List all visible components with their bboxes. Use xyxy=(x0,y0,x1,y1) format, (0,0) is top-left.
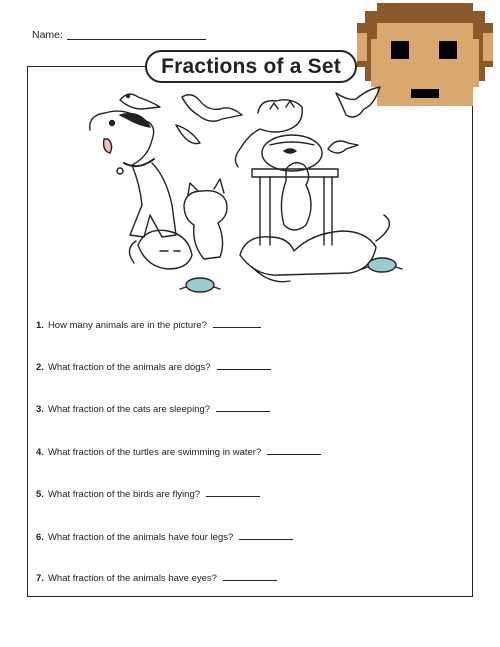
dog-left-drawing xyxy=(90,111,176,237)
dog-lying-drawing xyxy=(240,215,389,282)
answer-blank[interactable] xyxy=(267,454,321,455)
bird-perched-drawing xyxy=(120,94,160,109)
answer-blank[interactable] xyxy=(217,369,271,370)
bird-flying-right-drawing xyxy=(336,87,380,117)
answer-blank[interactable] xyxy=(216,411,270,412)
question-text: How many animals are in the picture? xyxy=(47,320,207,331)
bird-right-drawing xyxy=(328,141,358,153)
question-text: What fraction of the animals have four legs? xyxy=(47,532,234,543)
question-number: 2. xyxy=(36,362,44,373)
question-3 xyxy=(36,404,270,415)
name-line[interactable] xyxy=(67,39,206,40)
question-text: What fraction of the animals have eyes? xyxy=(47,573,217,584)
question-number: 4. xyxy=(36,447,44,458)
question-text: What fraction of the cats are sleeping? xyxy=(47,404,211,415)
question-number: 5. xyxy=(36,489,44,500)
question-4 xyxy=(36,447,321,458)
fishbowl-drawing xyxy=(262,135,322,171)
cat-climbing-drawing xyxy=(281,163,311,230)
bird-flying-drawing xyxy=(176,95,242,144)
answer-blank[interactable] xyxy=(206,496,260,497)
name-label: Name: xyxy=(32,29,63,41)
animals-illustration xyxy=(80,85,410,300)
name-row xyxy=(32,29,63,41)
cat-sitting-drawing xyxy=(184,179,227,259)
question-2 xyxy=(36,362,271,373)
turtle-right-drawing xyxy=(362,258,402,272)
question-1 xyxy=(36,320,261,331)
cat-top-drawing xyxy=(235,100,302,167)
title-pill xyxy=(145,50,357,83)
question-number: 1. xyxy=(36,320,44,331)
question-text: What fraction of the turtles are swimming in water? xyxy=(47,447,262,458)
answer-blank[interactable] xyxy=(239,539,293,540)
question-number: 3. xyxy=(36,404,44,415)
question-text: What fraction of the animals are dogs? xyxy=(47,362,211,373)
question-number: 7. xyxy=(36,573,44,584)
answer-blank[interactable] xyxy=(223,580,277,581)
question-6 xyxy=(36,532,293,543)
page-title: Fractions of a Set xyxy=(161,54,341,78)
question-number: 6. xyxy=(36,532,44,543)
question-5 xyxy=(36,489,260,500)
question-text: What fraction of the birds are flying? xyxy=(47,489,201,500)
question-7 xyxy=(36,573,277,584)
answer-blank[interactable] xyxy=(213,327,261,328)
turtle-left-drawing xyxy=(180,278,220,292)
